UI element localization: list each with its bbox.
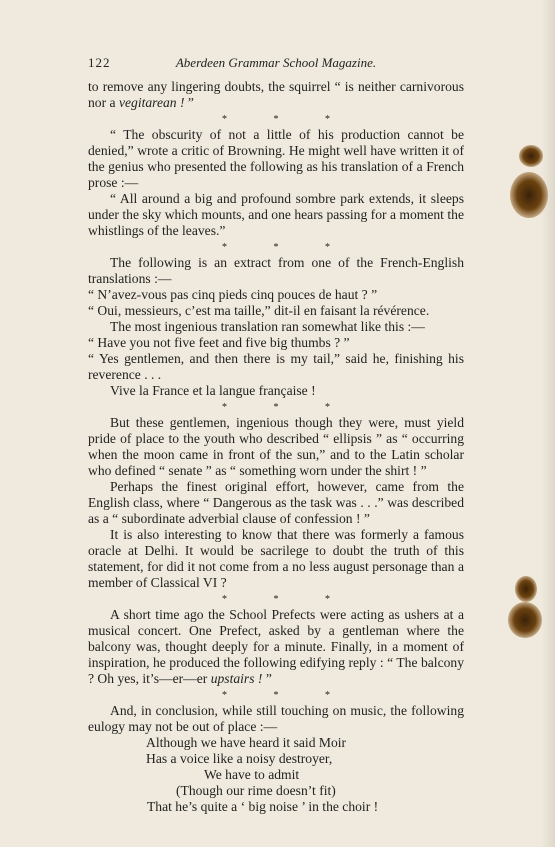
paragraph: It is also interesting to know that there was formerly a famous oracle at Delhi. It would be sacrilege to doubt the truth of this statement, for did it not come from a no less august personage than a member of Classical VI ? (88, 527, 464, 590)
poem-line: Has a voice like a noisy destroyer, (146, 751, 333, 766)
paragraph: “ N’avez-vous pas cinq pieds cinq pouces de haut ? ” (88, 287, 378, 302)
paragraph: The most ingenious translation ran somewhat like this :— (110, 319, 425, 334)
paragraph: But these gentlemen, ingenious though they were, must yield pride of place to the youth who described “ ellipsis ” as “ occurring when the moon came in front of the sun,” and to the Latin scholar who defined “ senate ” as “ something worn under the shirt ! ” (88, 415, 464, 478)
section-separator: * * * (222, 242, 352, 253)
stain-mark (515, 576, 537, 602)
poem-line: (Though our rime doesn’t fit) (176, 783, 336, 798)
article-body (88, 79, 464, 815)
paragraph: A short time ago the School Prefects were acting as ushers at a musical concert. One Prefect, asked by a gentleman where the balcony was, thought deeply for a minute. Finally, in a moment of inspiration, he produced the following edifying reply : “ The balcony ? Oh yes, it’s—er—er upstairs ! ” (88, 607, 464, 686)
poem-line: Although we have heard it said Moir (146, 735, 347, 750)
paragraph: “ All around a big and profound sombre park extends, it sleeps under the sky which mounts, and one hears passing for a moment the whistlings of the leaves.” (88, 191, 464, 238)
poem-line: That he’s quite a ‘ big noise ’ in the choir ! (147, 799, 379, 814)
paragraph: “ Have you not five feet and five big thumbs ? ” (88, 335, 350, 350)
section-separator: * * * (222, 114, 352, 125)
section-separator: * * * (222, 690, 352, 701)
paragraph: Perhaps the finest original effort, however, came from the English class, where “ Dangerous as the task was . . .” was described as a “ subordinate adverbial clause of confession ! ” (88, 479, 464, 526)
section-separator: * * * (222, 402, 352, 413)
stain-mark (519, 145, 543, 167)
paragraph: “ Oui, messieurs, c’est ma taille,” dit-il en faisant la révérence. (88, 303, 430, 318)
paragraph: “ The obscurity of not a little of his production cannot be denied,” wrote a critic of Browning. He might well have written it of the genius who presented the following as his translation of a French prose :— (88, 127, 464, 190)
paragraph: The following is an extract from one of the French-English translations :— (88, 255, 464, 286)
page-edge-shadow (541, 0, 555, 847)
poem-line: We have to admit (204, 767, 300, 782)
stain-mark (508, 602, 542, 638)
running-title: Aberdeen Grammar School Magazine. (175, 55, 377, 70)
poem (88, 735, 464, 815)
paragraph: And, in conclusion, while still touching on music, the following eulogy may not be out of place :— (88, 703, 464, 734)
page-number: 122 (88, 55, 111, 70)
paragraph: “ Yes gentlemen, and then there is my tail,” said he, finishing his reverence . . . (88, 351, 464, 382)
section-separator: * * * (222, 594, 352, 605)
page-header (88, 55, 464, 71)
paragraph: to remove any lingering doubts, the squirrel “ is neither carnivorous nor a vegitarean ! ” (88, 79, 464, 110)
paragraph: Vive la France et la langue française ! (110, 383, 316, 398)
